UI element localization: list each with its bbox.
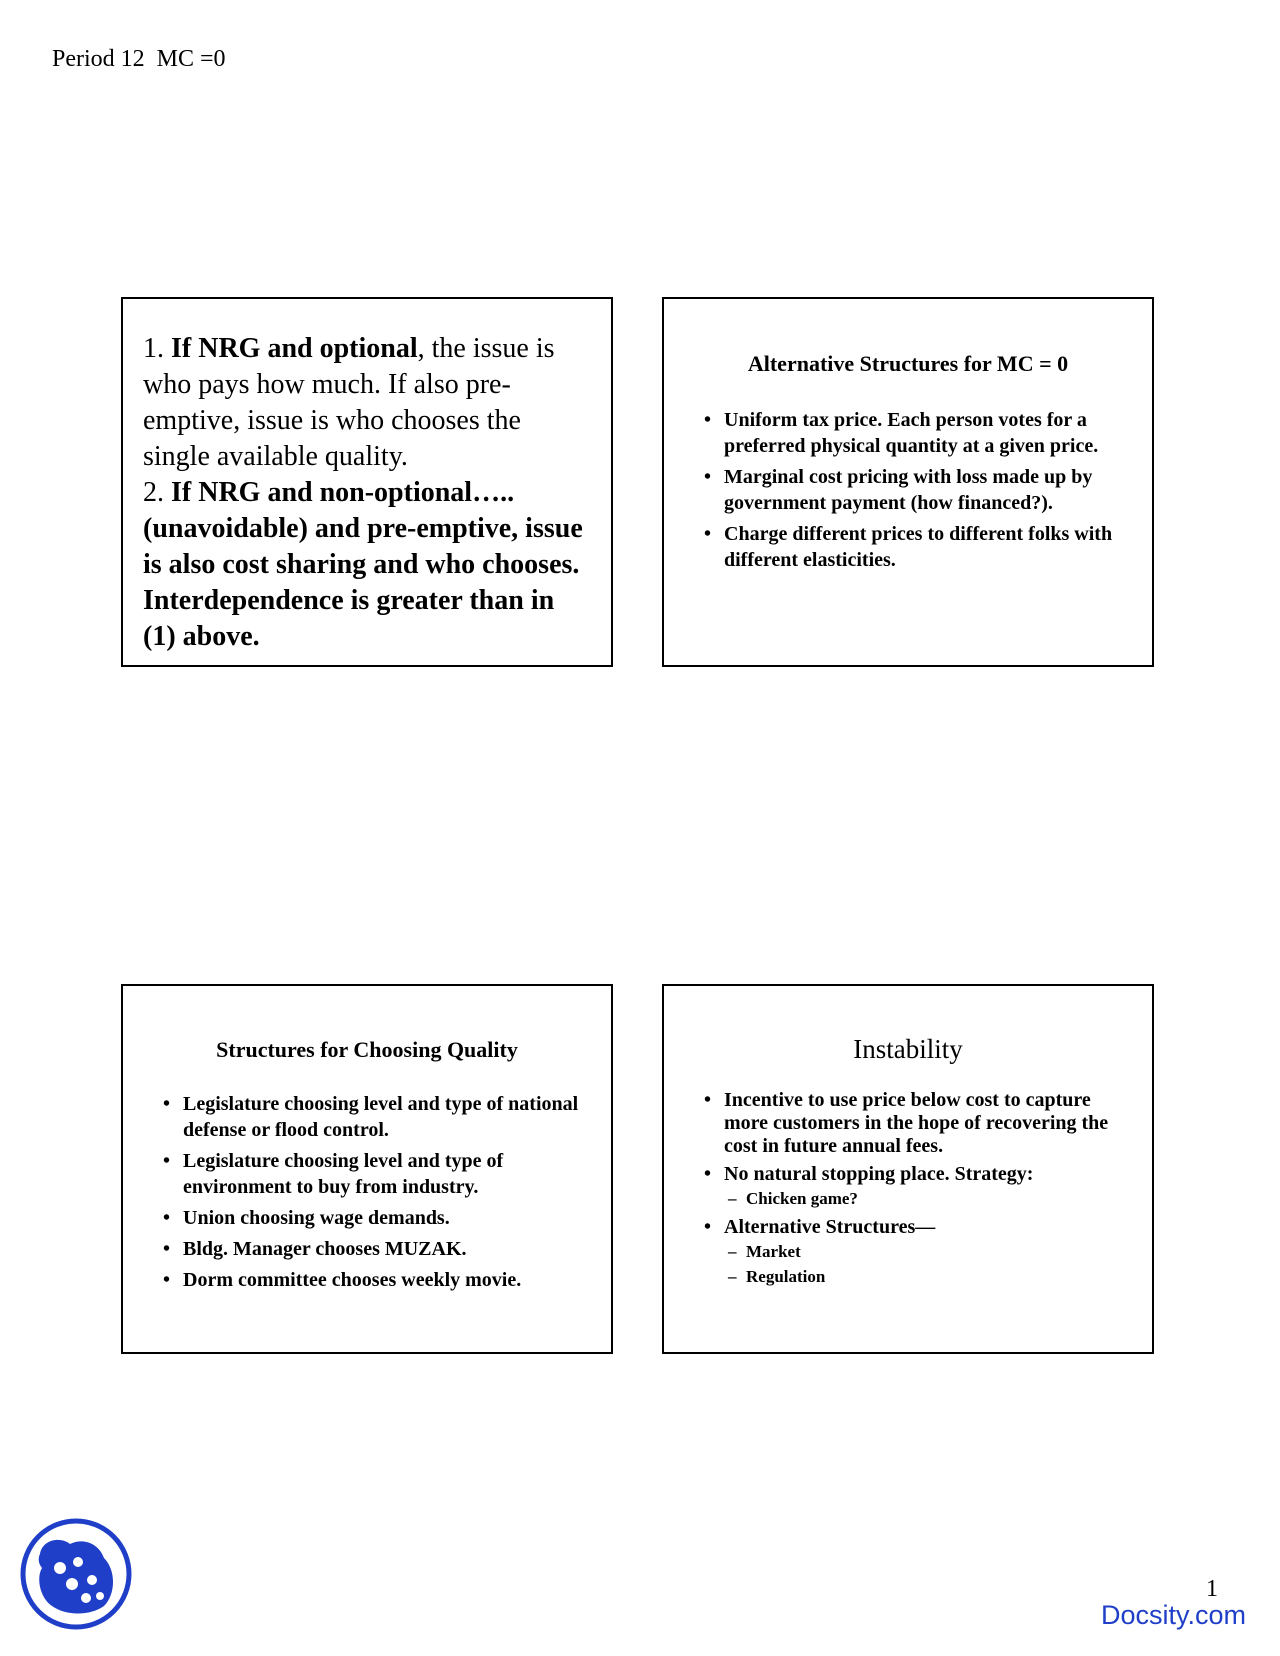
list-item: • Incentive to use price below cost to capture more customers in the hope of recovering the cost in future annual fees. (704, 1089, 1130, 1158)
bullet-list (704, 407, 1130, 578)
slide-nrg-issues (121, 297, 613, 667)
point-2-number: 2. (143, 477, 171, 508)
list-item: • Union choosing wage demands. (163, 1205, 581, 1231)
page-number: 1 (1206, 1576, 1218, 1602)
list-item: • Charge different prices to different folks with different elasticities. (704, 521, 1130, 573)
bullet-list (704, 1089, 1130, 1294)
sub-list-item: – Chicken game? (724, 1186, 1130, 1211)
sub-list (724, 1239, 1130, 1289)
slide-title: Alternative Structures for MC = 0 (747, 351, 1069, 376)
bullet-list (163, 1091, 581, 1298)
sub-list-item: – Market (724, 1239, 1130, 1264)
list-item-text: Alternative Structures— (724, 1216, 936, 1238)
list-item: • Uniform tax price. Each person votes for a preferred physical quantity at a given price. (704, 407, 1130, 459)
brand-link[interactable]: Docsity.com (1101, 1600, 1247, 1630)
slide-alternative-structures (662, 297, 1154, 667)
list-item-text: No natural stopping place. Strategy: (724, 1163, 1034, 1185)
point-1-bold: If NRG and optional (171, 333, 418, 364)
list-item (704, 1163, 1130, 1211)
slide-title: Structures for Choosing Quality (216, 1037, 518, 1062)
list-item: • Legislature choosing level and type of national defense or flood control. (163, 1091, 581, 1143)
list-item: • Marginal cost pricing with loss made up by government payment (how financed?). (704, 464, 1130, 516)
sub-list-item: – Regulation (724, 1264, 1130, 1289)
slide-choosing-quality (121, 984, 613, 1354)
slide-instability (662, 984, 1154, 1354)
point-1-number: 1. (143, 333, 171, 364)
point-1-rest: , the issue is who pays how much. If also pre-emptive, issue is who chooses the single available quality. (143, 333, 555, 472)
list-item: • Bldg. Manager chooses MUZAK. (163, 1236, 581, 1262)
page-header: Period 12 MC =0 (52, 46, 226, 72)
point-2-bold: If NRG and non-optional….. (unavoidable) and pre-emptive, issue is also cost sharing and who chooses. Interdependence is greater than in (1) above. (143, 477, 583, 652)
slide-nrg-issues-text (143, 331, 593, 655)
docsity-logo-icon (20, 1518, 132, 1630)
list-item: • Dorm committee chooses weekly movie. (163, 1267, 581, 1293)
list-item (704, 1216, 1130, 1289)
list-item: • Legislature choosing level and type of environment to buy from industry. (163, 1148, 581, 1200)
sub-list (724, 1186, 1130, 1211)
slide-title: Instability (853, 1034, 963, 1064)
